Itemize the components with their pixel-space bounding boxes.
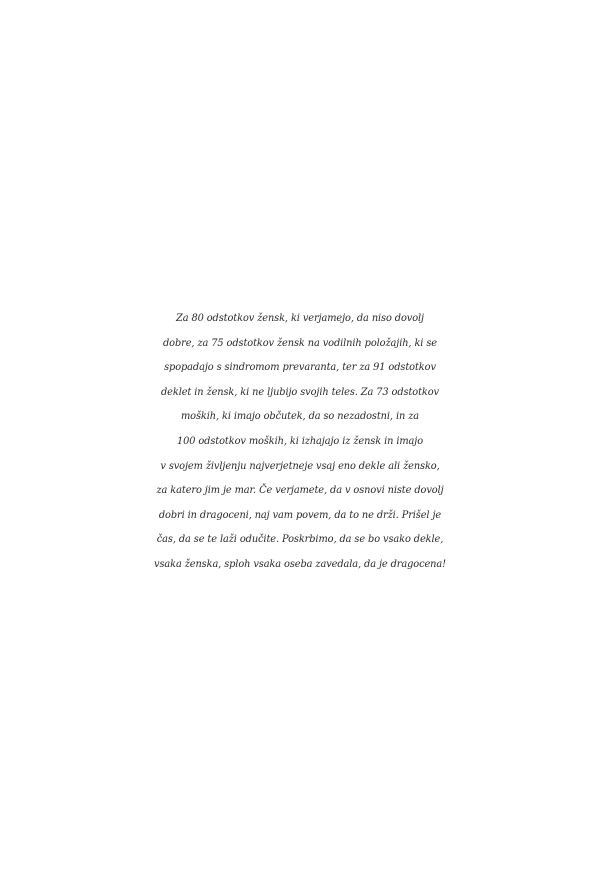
dedication-line: 100 odstotkov moških, ki izhajajo iz žensk in imajo [176,435,424,447]
dedication-line: dobri in dragoceni, naj vam povem, da to ne drži. Prišel je [158,509,442,521]
dedication-line: v svojem življenju najverjetneje vsaj eno dekle ali žensko, [160,460,440,472]
dedication-line: Za 80 odstotkov žensk, ki verjamejo, da niso dovolj [176,313,424,324]
dedication-line: moških, ki imajo občutek, da so nezadostni, in za [180,411,420,423]
dedication-line: dobre, za 75 odstotkov žensk na vodilnih položajih, ki se [163,337,437,349]
dedication-line: vsaka ženska, sploh vsaka oseba zavedala, da je dragocena! [154,558,446,570]
dedication-line: čas, da se te laži odučite. Poskrbimo, da se bo vsako dekle, [156,534,444,546]
dedication-line: spopadajo s sindromom prevaranta, ter za 91 odstotkov [164,362,436,374]
dedication-text [0,307,600,578]
dedication-line: za katero jim je mar. Če verjamete, da v osnovi niste dovolj [156,485,444,497]
dedication-line: deklet in žensk, ki ne ljubijo svojih teles. Za 73 odstotkov [160,386,439,398]
